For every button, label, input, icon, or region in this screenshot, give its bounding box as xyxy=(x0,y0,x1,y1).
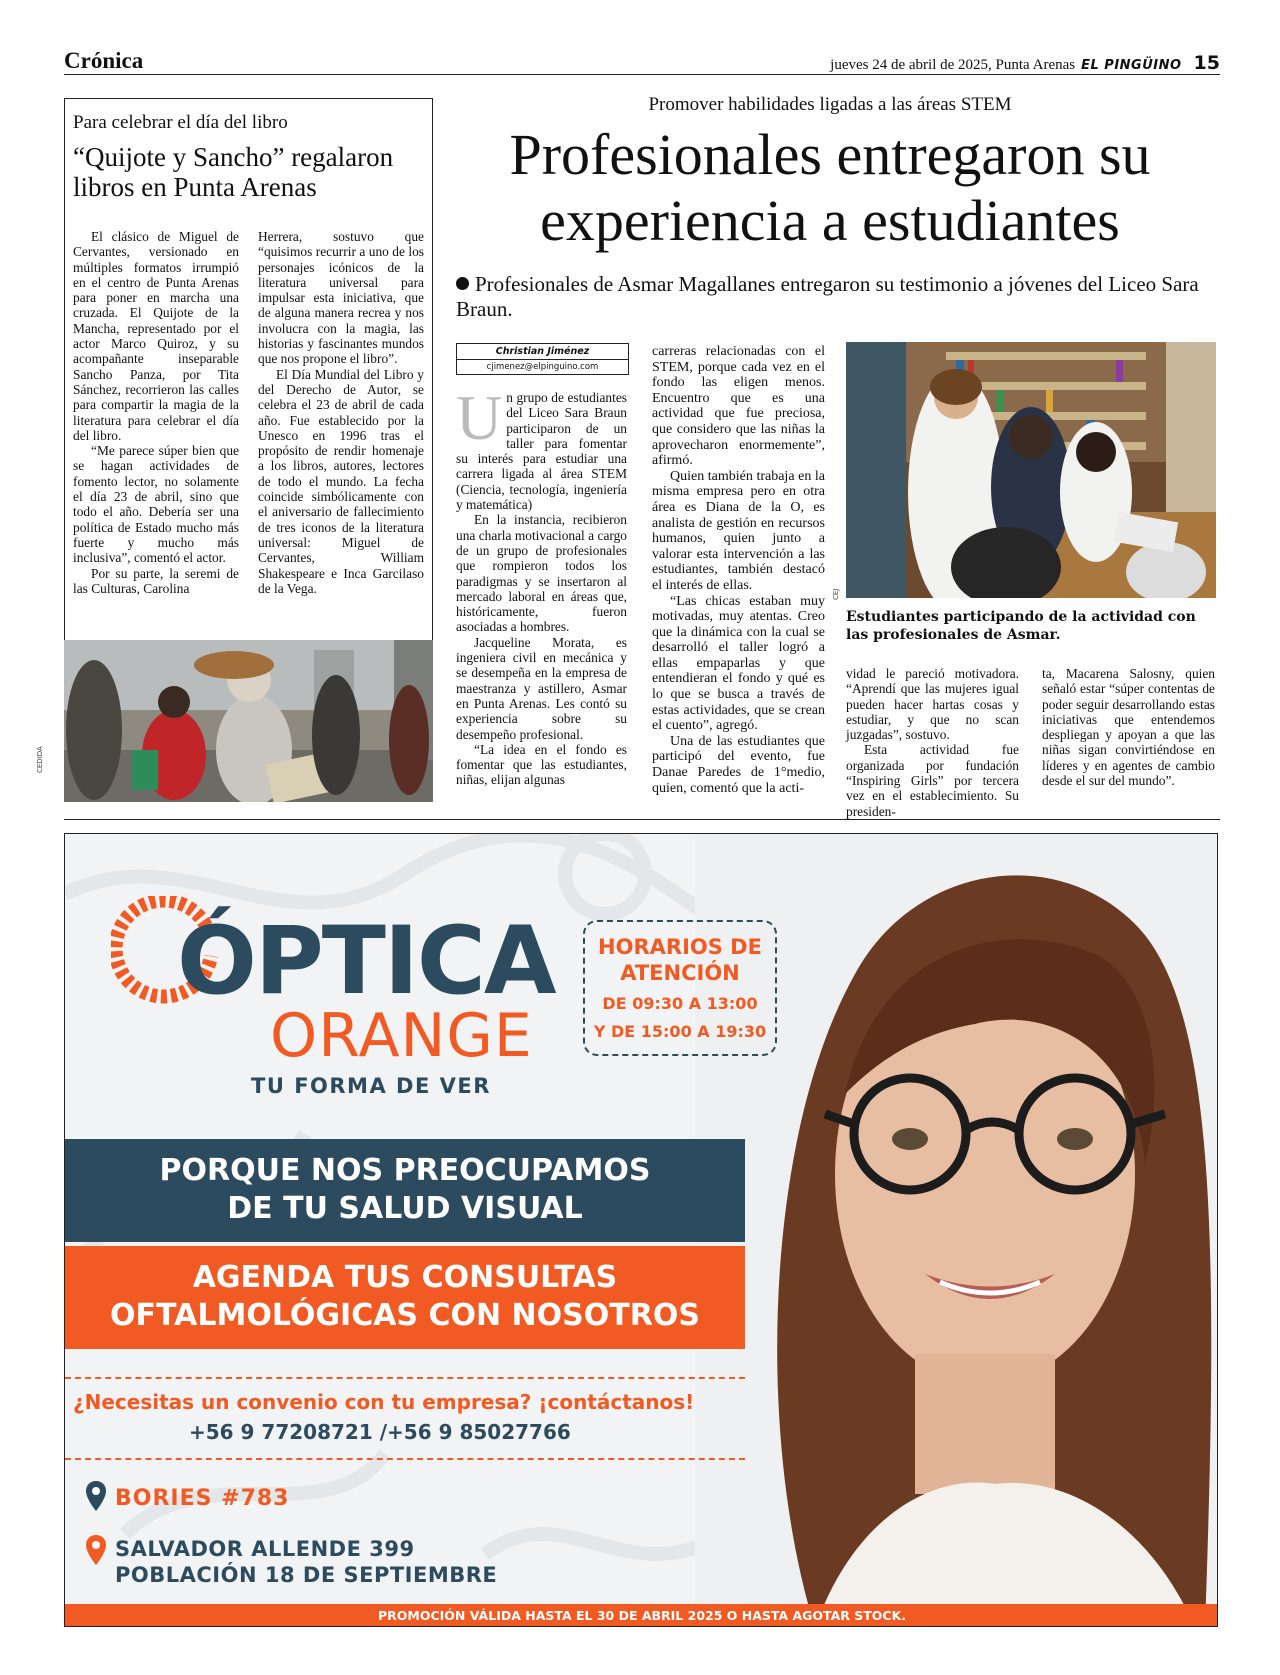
sidebar-column-1 xyxy=(73,229,239,596)
photo-caption: Estudiantes participando de la actividad con las profesionales de Asmar. xyxy=(846,609,1196,643)
paragraph: En la instancia, recibieron una charla motivacional a cargo de un grupo de profesionales que rompieron todos los paradigmas y se insertaron al mercado laboral en áreas que, históricamente, fueron asociadas a hombres. xyxy=(456,512,627,635)
main-column-1 xyxy=(456,382,627,788)
dek-text: Profesionales de Asmar Magallanes entregaron su testimonio a jóvenes del Liceo Sara Braun. xyxy=(456,272,1199,321)
header-rule xyxy=(64,74,1220,75)
byline-email[interactable]: cjimenez@elpinguino.com xyxy=(486,362,599,372)
paragraph: “La idea en el fondo es fomentar que las estudiantes, niñas, elijan algunas xyxy=(456,741,627,788)
sidebar-kicker: Para celebrar el día del libro xyxy=(73,112,288,133)
paragraph: ta, Macarena Salosny, quien señaló estar “súper contentas de poder seguir desarrollando estas iniciativas que entendemos despliegan y apoyan a que las niñas sigan convirtiéndose en líderes y en agentes de cambio desde el sur del mundo”. xyxy=(1042,666,1215,789)
location-pin-icon xyxy=(85,1480,107,1512)
paragraph: “Me parece súper bien que se hagan actividades de fomento lector, no solamente el día 23 de abril, sino que todo el año. Debería ser una política de Estado mucho más fuerte y mucho más inclusiva”, comentó el actor. xyxy=(73,443,239,566)
orange-band-text: AGENDA TUS CONSULTAS OFTALMOLÓGICAS CON NOSOTROS xyxy=(110,1260,700,1333)
quijote-photo xyxy=(64,640,433,802)
optica-orange-ad[interactable] xyxy=(64,833,1218,1627)
paragraph: Esta actividad fue organizada por fundación “Inspiring Girls” por tercera vez en el establecimiento. Su presiden- xyxy=(846,742,1019,819)
main-dek xyxy=(456,272,1206,322)
address-2 xyxy=(115,1536,497,1588)
location-pin-icon xyxy=(85,1534,107,1566)
students-photo xyxy=(846,342,1216,598)
photo-credit: CEDIDA xyxy=(36,746,44,773)
dashed-divider xyxy=(65,1377,745,1379)
ad-tagline: TU FORMA DE VER xyxy=(251,1074,491,1098)
page-number: 15 xyxy=(1193,52,1220,74)
ad-brand-bottom: ORANGE xyxy=(270,1001,533,1071)
paragraph: Jacqueline Morata, es ingeniera civil en mecánica y se desempeña en la empresa de maestranza y astillero, Asmar en Punta Arenas. Les contó su experiencia sobre su desempeño profesional. xyxy=(456,634,627,742)
ad-brand-top: ÓPTICA xyxy=(177,907,555,1016)
byline-box xyxy=(456,343,629,375)
hours-morning: DE 09:30 A 13:00 xyxy=(602,994,758,1013)
blue-band-text: PORQUE NOS PREOCUPAMOS DE TU SALUD VISUAL xyxy=(159,1153,651,1226)
paragraph: vidad le pareció motivadora. “Aprendí que las mujeres igual pueden hacer hartas cosas y estudiar, y que no scan juzgadas”, sostuvo. xyxy=(846,666,1019,743)
paragraph: Quien también trabaja en la misma empresa pero en otra área es Diana de la O, es analista de gestión en recursos humanos, quien junto a valorar esta intervención a las estudiantes, también destacó el interés de ellas. xyxy=(652,468,825,593)
section-divider xyxy=(64,819,1220,820)
paragraph: El clásico de Miguel de Cervantes, versionado en múltiples formatos irrumpió en el centro de Punta Arenas para poner en marcha una cruzada. El Quijote de la Mancha, representado por el actor Marco Quiroz, y su acompañante inseparable Sancho Panza, por Tita Sánchez, recorrieron las calles para compartir la magia de la literatura para celebrar el día del libro. xyxy=(73,229,239,443)
paragraph: Una de las estudiantes que participó del evento, fue Danae Paredes de 1°medio, quien, comentó que la acti- xyxy=(652,733,825,796)
sidebar-headline[interactable]: “Quijote y Sancho” regalaron libros en Punta Arenas xyxy=(73,142,394,202)
paragraph: Herrera, sostuvo que “quisimos recurrir a uno de los personajes icónicos de la literatura universal para impulsar esta iniciativa, que de alguna manera recrea y nos involucra con la magia, las historias y fascinantes mundos que nos propone el libro”. xyxy=(258,229,424,367)
paragraph: Por su parte, la seremi de las Culturas, Carolina xyxy=(73,565,239,596)
contact-question: ¿Necesitas un convenio con tu empresa? ¡contáctanos! xyxy=(73,1390,695,1414)
main-column-2 xyxy=(652,344,825,796)
sidebar-column-2 xyxy=(258,229,424,596)
address-2-line-2: POBLACIÓN 18 DE SEPTIEMBRE xyxy=(115,1563,498,1587)
dashed-divider xyxy=(65,1458,745,1460)
hours-title: HORARIOS DE ATENCIÓN xyxy=(598,935,762,985)
main-headline[interactable]: Profesionales entregaron su experiencia a estudiantes xyxy=(509,122,1151,253)
address-2-line-1: SALVADOR ALLENDE 399 xyxy=(115,1537,415,1561)
main-kicker: Promover habilidades ligadas a las áreas STEM xyxy=(648,94,1012,115)
newspaper-brand: EL PINGÜINO xyxy=(1081,58,1182,73)
drop-cap: U xyxy=(456,382,503,453)
paragraph: “Las chicas estaban muy motivadas, muy atentas. Creo que la dinámica con la cual se desarrolló el taller logró a ellas empaparlas y que entendieran el fondo y qué es lo que se busca a través de estas actividades, que se crean el cuento”, agregó. xyxy=(652,593,825,734)
dateline: jueves 24 de abril de 2025, Punta Arenas xyxy=(830,57,1076,73)
promo-text: PROMOCIÓN VÁLIDA HASTA EL 30 DE ABRIL 2025 O HASTA AGOTAR STOCK. xyxy=(377,1608,906,1623)
bullet-icon xyxy=(456,277,469,290)
paragraph: carreras relacionadas con el STEM, porque cada vez en el fondo las eligen menos. Encuentro que es una actividad que fue preciosa, que considero que las niñas la aprovecharon enormemente”, afirmó. xyxy=(652,344,825,469)
header-meta xyxy=(830,52,1220,74)
hours-afternoon: Y DE 15:00 A 19:30 xyxy=(593,1022,767,1041)
section-title: Crónica xyxy=(64,48,144,73)
paragraph: Un grupo de estudiantes del Liceo Sara Braun participaron de un taller para fomentar su interés para estudiar una carrera ligada al área STEM (Ciencia, tecnología, ingeniería y matemática) xyxy=(456,382,627,513)
address-1: BORIES #783 xyxy=(115,1486,290,1511)
photo-credit: CEJ xyxy=(832,588,840,600)
byline-name: Christian Jiménez xyxy=(457,344,628,360)
main-column-4 xyxy=(1042,666,1215,788)
paragraph: El Día Mundial del Libro y del Derecho de Autor, se celebra el 23 de abril de cada año. Fue establecido por la Unesco en 1996 tras el propósito de rendir homenaje a los libros, autores, lectores de todo el mundo. La fecha coincide simbólicamente con el aniversario de fallecimiento de tres iconos de la literatura universal: Miguel de Cervantes, William Shakespeare e Inca Garcilaso de la Vega. xyxy=(258,366,424,596)
main-column-3 xyxy=(846,666,1019,819)
contact-phones[interactable]: +56 9 77208721 /+56 9 85027766 xyxy=(189,1420,571,1444)
